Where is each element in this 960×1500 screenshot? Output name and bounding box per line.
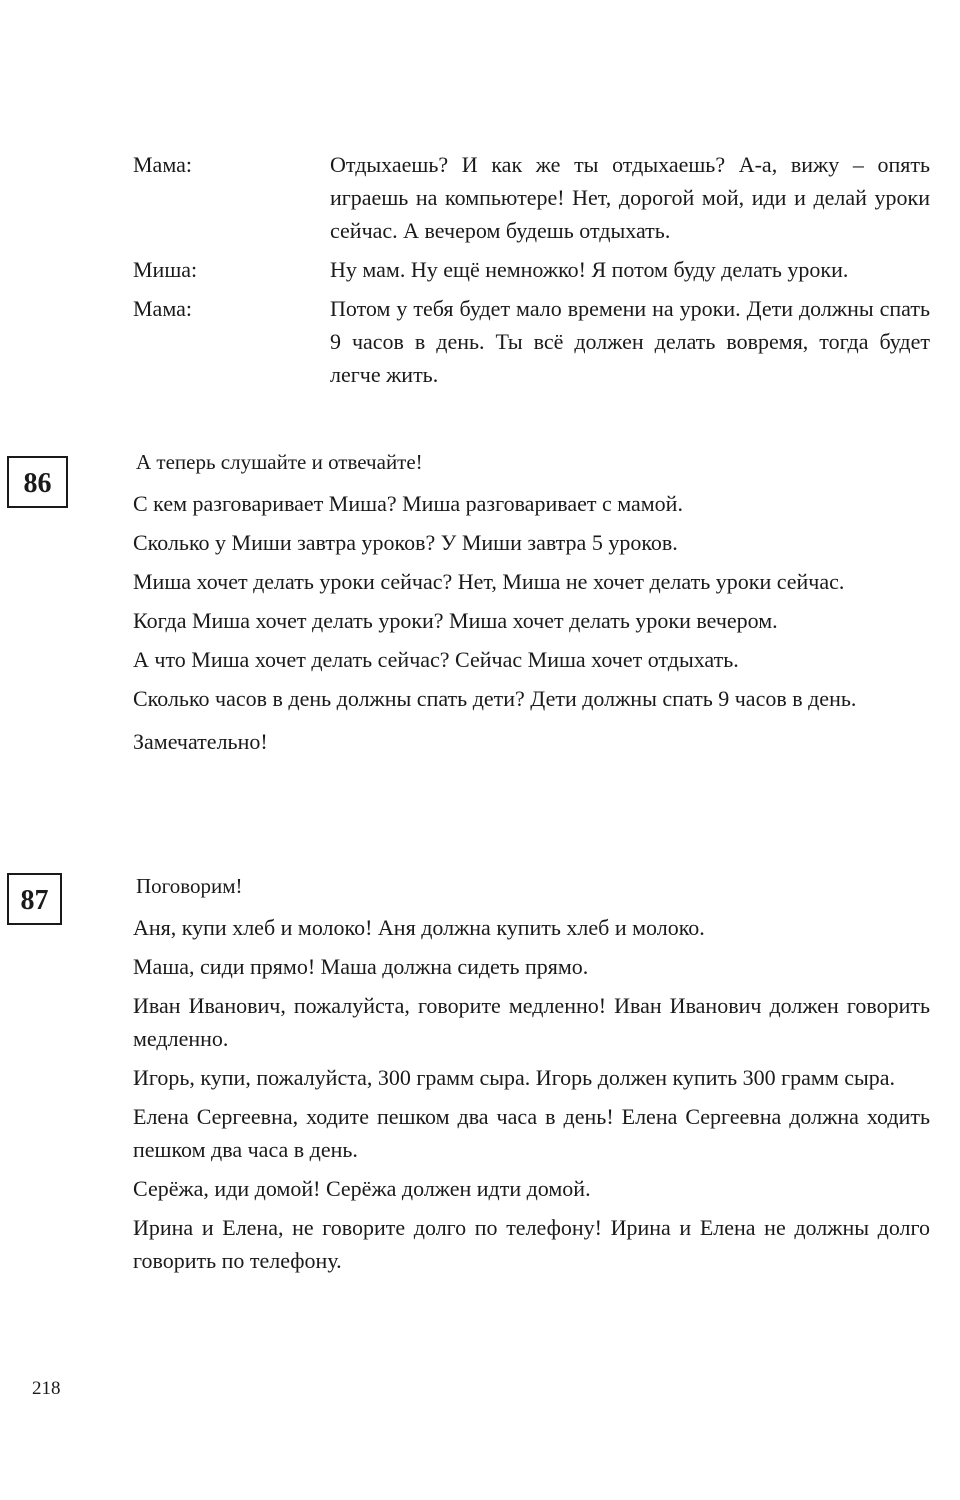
dialogue-line	[133, 253, 930, 286]
dialogue-line	[133, 148, 930, 247]
example-line: Маша, сиди прямо! Маша должна сидеть прямо.	[133, 954, 589, 979]
qa-line: Миша хочет делать уроки сейчас? Нет, Миша не хочет делать уроки сейчас.	[133, 569, 845, 594]
example-line: Аня, купи хлеб и молоко! Аня должна купить хлеб и молоко.	[133, 915, 705, 940]
dialogue	[133, 148, 930, 397]
speaker-name: Мама:	[133, 152, 192, 177]
qa-line: С кем разговаривает Миша? Миша разговаривает с мамой.	[133, 491, 683, 516]
exercise-87	[133, 871, 930, 1283]
exercise-number-box: 86	[7, 456, 68, 508]
qa-line: Сколько часов в день должны спать дети? Дети должны спать 9 часов в день.	[133, 686, 857, 711]
page-number: 218	[32, 1378, 61, 1399]
example-line: Игорь, купи, пожалуйста, 300 грамм сыра. Игорь должен купить 300 грамм сыра.	[133, 1065, 896, 1090]
qa-line: Когда Миша хочет делать уроки? Миша хочет делать уроки вечером.	[133, 608, 778, 633]
example-line: Елена Сергеевна, ходите пешком два часа в день! Елена Сергеевна должна ходить пешком два часа в день.	[133, 1104, 930, 1162]
exercise-number-box: 87	[7, 873, 62, 925]
speech-text: Потом у тебя будет мало времени на уроки. Дети должны спать 9 часов в день. Ты всё должен делать вовремя, тогда будет легче жить.	[330, 296, 930, 387]
dialogue-line	[133, 292, 930, 391]
speaker-name: Мама:	[133, 296, 192, 321]
qa-line: А что Миша хочет делать сейчас? Сейчас Миша хочет отдыхать.	[133, 647, 739, 672]
qa-line: Сколько у Миши завтра уроков? У Миши завтра 5 уроков.	[133, 530, 678, 555]
exercise-heading: А теперь слушайте и отвечайте!	[136, 450, 423, 474]
example-line: Иван Иванович, пожалуйста, говорите медленно! Иван Иванович должен говорить медленно.	[133, 993, 930, 1051]
speech-text: Ну мам. Ну ещё немножко! Я потом буду делать уроки.	[330, 257, 849, 282]
exercise-86	[133, 447, 930, 764]
closing-line: Замечательно!	[133, 729, 268, 754]
example-line: Серёжа, иди домой! Серёжа должен идти домой.	[133, 1176, 591, 1201]
exercise-heading: Поговорим!	[136, 874, 243, 898]
speaker-name: Миша:	[133, 257, 198, 282]
example-line: Ирина и Елена, не говорите долго по телефону! Ирина и Елена не должны долго говорить по телефону.	[133, 1215, 930, 1273]
speech-text: Отдыхаешь? И как же ты отдыхаешь? А-а, вижу – опять играешь на компьютере! Нет, дорогой мой, иди и делай уроки сейчас. А вечером будешь отдыхать.	[330, 152, 930, 243]
